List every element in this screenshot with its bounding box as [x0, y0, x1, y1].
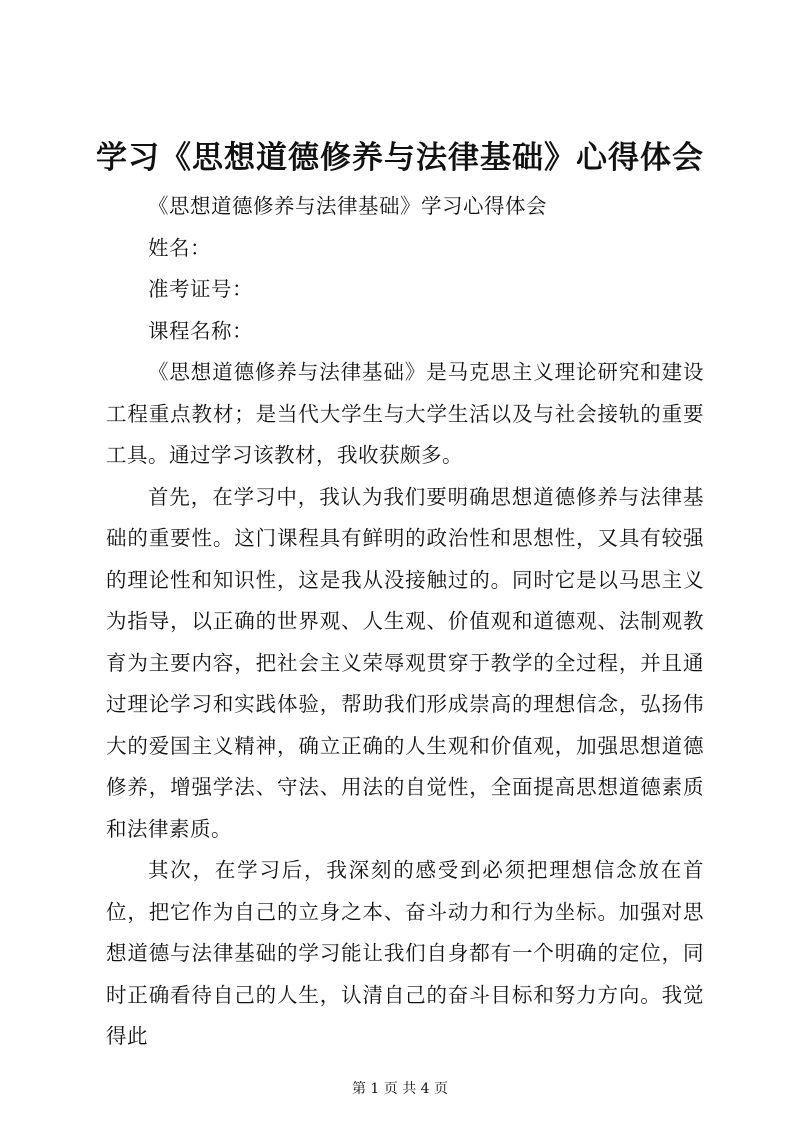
- name-field-label: 姓名：: [148, 235, 211, 260]
- course-field-label: 课程名称：: [148, 318, 253, 343]
- exam-id-field-label: 准考证号：: [148, 277, 253, 301]
- page-footer: 第 1 页 共 4 页: [351, 1081, 449, 1097]
- document-body: [106, 186, 704, 1058]
- paragraph-first: 首先，在学习中，我认为我们要明确思想道德修养与法律基础的重要性。这门课程具有鲜明的政治性和思想性，又具有较强的理论性和知识性，这是我从没接触过的。同时它是以马思主义为指导，以正确的世界观、人生观、价值观和道德观、法制观教育为主要内容，把社会主义荣辱观贯穿于教学的全过程，并且通过理论学习和实践体验，帮助我们形成崇高的理想信念，弘扬伟大的爱国主义精神，确立正确的人生观和价值观，加强思想道德修养，增强学法、守法、用法的自觉性，全面提高思想道德素质和法律素质。: [106, 484, 704, 841]
- document-title: 学习《思想道德修养与法律基础》心得体会: [96, 140, 704, 176]
- paragraph-second: 其次，在学习后，我深刻的感受到必须把理想信念放在首位，把它作为自己的立身之本、奋斗动力和行为坐标。加强对思想道德与法律基础的学习能让我们自身都有一个明确的定位，同时正确看待自己的人生，认清自己的奋斗目标和努力方向。我觉得此: [106, 858, 704, 1048]
- subtitle-line: 《思想道德修养与法律基础》学习心得体会: [148, 194, 547, 218]
- paragraph-intro: 《思想道德修养与法律基础》是马克思主义理论研究和建设工程重点教材；是当代大学生与大学生活以及与社会接轨的重要工具。通过学习该教材，我收获颇多。: [106, 360, 704, 467]
